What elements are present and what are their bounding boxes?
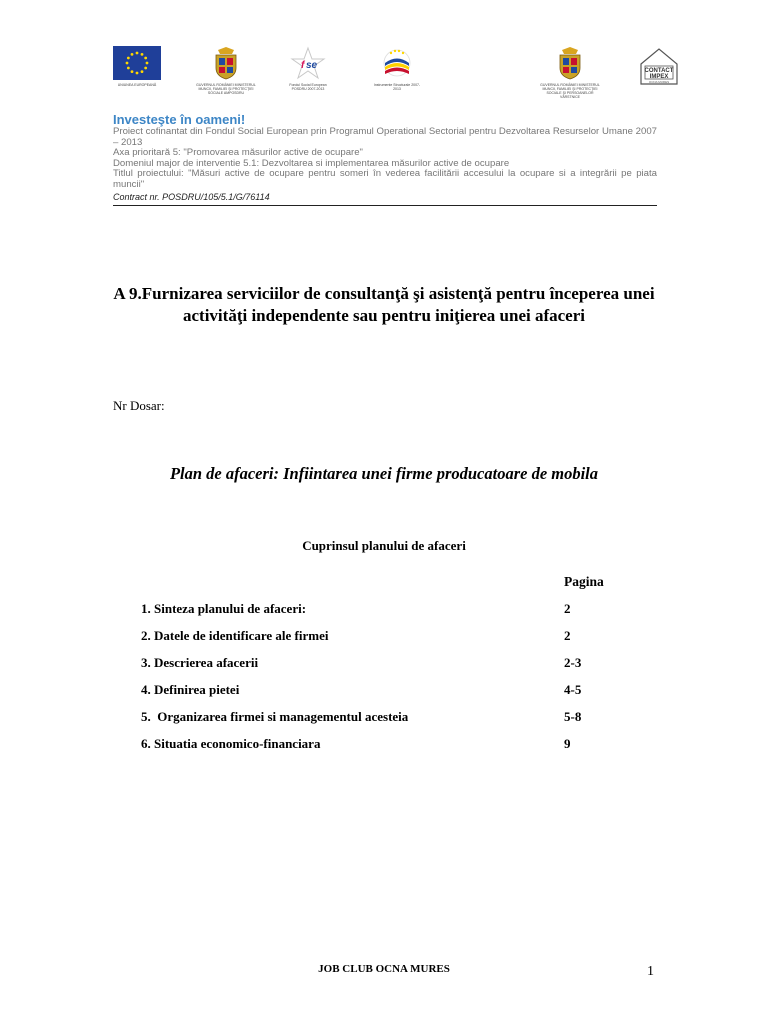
toc-item	[141, 709, 611, 727]
fse-logo	[284, 46, 332, 91]
eu-star-icon	[131, 53, 134, 56]
page-column-header: Pagina	[564, 574, 604, 589]
eu-star-icon	[127, 57, 130, 60]
file-number-label: Nr Dosar:	[113, 398, 165, 413]
eu-star-icon	[136, 72, 139, 75]
toc-item-label: 6. Situatia economico-financiara	[141, 736, 321, 751]
project-header	[113, 112, 657, 206]
logo-caption: Instrumente Structurale 2007-2013	[373, 83, 421, 91]
header-divider	[113, 205, 657, 206]
toc-item-label: 5. Organizarea firmei si managementul acesteia	[141, 709, 409, 724]
svg-text:se: se	[306, 60, 318, 71]
footer-text: JOB CLUB OCNA MURES	[318, 963, 450, 975]
toc-item-label: 3. Descrierea afacerii	[141, 655, 259, 670]
toc-item	[141, 601, 611, 619]
priority-axis-line: Axa prioritară 5: "Promovarea măsurilor active de ocupare"	[113, 147, 363, 159]
instrumente-structurale-logo	[372, 46, 422, 91]
toc-item	[141, 736, 611, 754]
eu-star-icon	[127, 67, 130, 70]
svg-text:CONTACT: CONTACT	[644, 68, 674, 74]
page-number: 1	[647, 964, 654, 979]
eu-star-icon	[141, 70, 144, 73]
toc-item-page: 4-5	[564, 682, 582, 697]
instrumente-structurale-icon	[377, 46, 417, 80]
funding-line: Proiect cofinantat din Fondul Social European prin Programul Operational Sectorial pentru Dezvoltarea Resurselor Umane 2007 – 2013	[113, 126, 657, 148]
logo-caption: GUVERNUL ROMÂNIEI MINISTERUL MUNCII, FAMILIEI ŞI PROTECŢIEI SOCIALE AMPOSDRU	[196, 83, 256, 95]
project-title-line: Titlul proiectului: "Măsuri active de ocupare pentru someri în vederea facilitării accesului la ocupare si a integrării pe piata muncii"	[113, 168, 657, 190]
toc-item	[141, 628, 611, 646]
eu-star-icon	[144, 67, 147, 70]
toc-item	[141, 682, 611, 700]
toc-item-page: 2-3	[564, 655, 582, 670]
toc-item-page: 2	[564, 601, 571, 616]
toc-item-label: 4. Definirea pietei	[141, 682, 240, 697]
fse-star-icon	[290, 46, 326, 80]
eu-flag-logo	[113, 46, 161, 87]
intervention-domain-line: Domeniul major de interventie 5.1: Dezvoltarea si implementarea măsurilor active de ocupare	[113, 157, 510, 169]
contents-heading: Cuprinsul planului de afaceri	[302, 538, 466, 553]
logo-caption: GUVERNUL ROMÂNIEI MINISTERUL MUNCII, FAMILIEI ŞI PROTECŢIEI SOCIALE ŞI PERSOANELOR VÂRSTNICE	[540, 83, 600, 99]
coat-of-arms-icon	[556, 46, 584, 80]
romania-coat-of-arms-logo	[196, 46, 256, 95]
logo-caption: Fondul Social European POSDRU 2007-2013	[289, 83, 327, 91]
svg-text:IMPEX: IMPEX	[649, 74, 669, 80]
slogan: Investeşte în oameni!	[113, 112, 246, 127]
toc-item-label: 1. Sinteza planului de afaceri:	[141, 601, 307, 616]
contact-impex-logo	[636, 46, 682, 86]
house-icon	[637, 46, 681, 86]
toc-item-label: 2. Datele de identificare ale firmei	[141, 628, 329, 643]
toc-item	[141, 655, 611, 673]
eu-star-icon	[141, 53, 144, 56]
romania-coat-of-arms-logo-2	[540, 46, 600, 99]
toc-item-page: 5-8	[564, 709, 582, 724]
toc-item-page: 9	[564, 736, 571, 751]
contract-number: Contract nr. POSDRU/105/5.1/G/76114	[113, 191, 270, 202]
svg-text:f: f	[301, 60, 305, 71]
eu-star-icon	[144, 57, 147, 60]
eu-star-icon	[146, 62, 149, 65]
eu-star-icon	[131, 70, 134, 73]
eu-star-icon	[136, 52, 139, 55]
svg-text:OCNA MURES: OCNA MURES	[648, 80, 670, 84]
coat-of-arms-icon	[212, 46, 240, 80]
toc-item-page: 2	[564, 628, 571, 643]
eu-star-icon	[126, 62, 129, 65]
eu-flag-icon	[113, 46, 161, 80]
logo-caption: UNIUNEA EUROPEANĂ	[117, 83, 157, 87]
business-plan-title: Plan de afaceri: Infiintarea unei firme producatoare de mobila	[169, 464, 599, 483]
document-title: A 9.Furnizarea serviciilor de consultanţă şi asistenţă pentru începerea unei activităţi independente sau pentru iniţierea unei afaceri	[113, 284, 655, 325]
